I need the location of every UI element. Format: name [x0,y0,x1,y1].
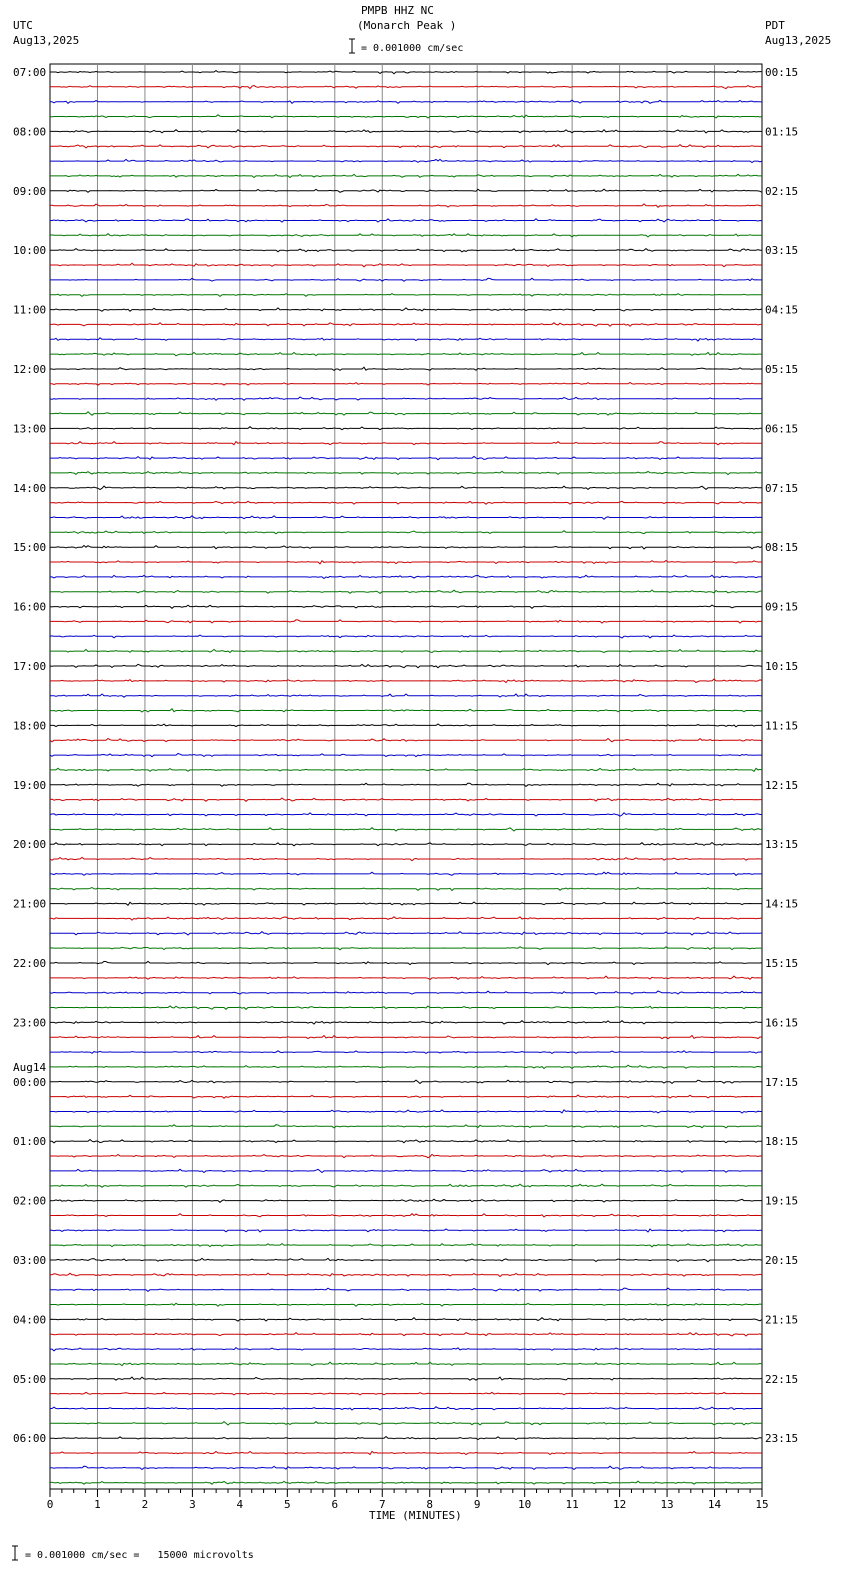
x-tick-label: 12 [612,1498,627,1511]
seismic-trace [50,754,762,757]
pdt-time-label: 18:15 [765,1135,799,1149]
pdt-time-label: 03:15 [765,244,799,258]
x-axis-title: TIME (MINUTES) [369,1509,462,1522]
seismic-trace [50,605,762,608]
x-tick-label: 2 [141,1498,149,1511]
utc-hour-label: 12:00 [13,363,47,376]
seismic-trace [50,798,762,801]
seismic-trace [50,1199,762,1202]
pdt-time-label: 21:15 [765,1313,799,1327]
x-tick-label: 8 [426,1498,434,1511]
utc-hour-label: 02:00 [13,1194,47,1208]
utc-hour-label: 04:00 [13,1313,47,1327]
seismic-trace [50,471,762,474]
utc-hour-label: 03:00 [13,1254,47,1267]
seismic-trace [50,902,762,905]
pdt-time-label: 11:15 [765,719,799,733]
pdt-time-label: 02:15 [765,184,799,198]
seismic-trace [50,1006,762,1009]
seismic-trace [50,813,762,816]
seismic-trace [50,456,762,459]
scale-label: = 0.001000 cm/sec [361,43,464,54]
pdt-time-label: 14:15 [765,897,799,911]
pdt-time-label: 05:15 [765,363,799,376]
utc-hour-label: 18:00 [13,719,47,733]
utc-hour-label: 20:00 [13,838,47,852]
utc-hour-label: 16:00 [13,600,47,614]
utc-hour-label: 11:00 [13,303,47,317]
pdt-time-label: 23:15 [765,1432,799,1446]
seismic-trace [50,130,762,133]
seismic-trace [50,976,762,979]
seismic-trace [50,367,762,370]
left-timezone: UTC [13,19,33,32]
seismic-trace [50,575,762,578]
x-tick-label: 3 [189,1498,196,1511]
seismic-trace [50,1377,762,1380]
seismic-trace [50,1229,762,1232]
seismic-trace [50,486,762,489]
seismic-trace [50,872,762,875]
pdt-time-label: 13:15 [765,838,799,852]
x-tick-label: 10 [518,1498,532,1511]
utc-hour-label: 23:00 [13,1016,47,1030]
pdt-time-label: 07:15 [765,481,799,495]
seismic-trace [50,1214,762,1217]
seismic-trace [50,947,762,950]
utc-hour-label: 22:00 [13,957,47,970]
seismic-trace [50,1318,762,1321]
seismic-trace [50,590,762,593]
x-tick-label: 14 [707,1498,722,1511]
seismic-trace [50,635,762,638]
seismic-trace [50,1244,762,1247]
seismic-trace [50,71,762,74]
pdt-time-label: 15:15 [765,957,799,970]
seismic-trace [50,115,762,118]
seismic-trace [50,145,762,148]
seismic-trace [50,338,762,341]
utc-hour-label: 08:00 [13,125,47,139]
utc-hour-label: 05:00 [13,1372,47,1386]
pdt-time-label: 08:15 [765,541,799,555]
utc-hour-label: 00:00 [13,1075,47,1089]
seismic-trace [50,516,762,519]
seismic-trace [50,724,762,727]
seismic-trace [50,189,762,192]
x-tick-label: 5 [284,1498,291,1511]
utc-hour-label: 13:00 [13,422,47,436]
seismic-trace [50,1258,762,1261]
seismic-trace [50,843,762,846]
seismic-trace [50,991,762,994]
pdt-time-label: 10:15 [765,660,799,673]
seismic-trace [50,86,762,89]
seismic-trace [50,1273,762,1277]
seismic-trace [50,1348,762,1351]
seismic-trace [50,219,762,222]
seismic-trace [50,1422,762,1425]
seismic-trace [50,352,762,355]
seismic-trace [50,1333,762,1336]
seismic-trace [50,1451,762,1454]
seismic-trace [50,664,762,667]
seismic-trace [50,1288,762,1291]
seismic-trace [50,234,762,237]
seismic-trace [50,1110,762,1113]
seismic-trace [50,1184,762,1187]
seismic-trace [50,768,762,771]
x-tick-label: 6 [331,1498,339,1511]
seismic-trace [50,1392,762,1395]
utc-hour-label: 10:00 [13,244,47,258]
pdt-time-label: 06:15 [765,422,799,436]
seismic-trace [50,501,762,504]
seismic-trace [50,1065,762,1068]
utc-hour-label: 15:00 [13,541,47,555]
seismic-trace [50,932,762,935]
seismic-trace [50,694,762,697]
seismic-trace [50,531,762,534]
seismic-trace [50,961,762,964]
station-title: PMPB HHZ NC [361,4,434,17]
seismic-trace [50,159,762,162]
seismic-trace [50,1303,762,1306]
utc-hour-label: 17:00 [13,660,47,673]
seismic-trace [50,739,762,742]
right-timezone: PDT [765,19,785,32]
seismic-trace [50,294,762,297]
seismic-trace [50,1407,762,1410]
pdt-time-label: 01:15 [765,125,799,139]
utc-hour-label: 21:00 [13,897,47,911]
seismic-trace [50,1051,762,1054]
x-tick-label: 13 [660,1498,674,1511]
seismic-trace [50,1481,762,1484]
seismic-trace [50,383,762,386]
pdt-time-label: 09:15 [765,600,799,614]
seismic-trace [50,1362,762,1366]
right-date: Aug13,2025 [765,34,832,47]
pdt-time-label: 12:15 [765,778,799,792]
seismic-trace [50,249,762,252]
seismic-trace [50,174,762,177]
footer-scale-note: = 0.001000 cm/sec = 15000 microvolts [25,1550,254,1561]
seismic-trace [50,709,762,712]
seismic-trace [50,278,762,281]
date-change-label: Aug14 [13,1060,47,1074]
utc-hour-label: 01:00 [13,1135,47,1149]
x-tick-label: 4 [236,1498,244,1511]
seismic-trace [50,323,762,326]
seismic-trace [50,1095,762,1098]
seismic-trace [50,828,762,831]
seismic-trace [50,917,762,920]
utc-hour-label: 19:00 [13,778,47,792]
seismic-trace [50,427,762,430]
seismic-trace [50,1154,762,1157]
seismic-trace [50,1140,762,1143]
seismic-trace [50,1125,762,1128]
seismic-trace [50,649,762,652]
seismic-trace [50,1080,762,1083]
seismic-trace [50,442,762,445]
x-tick-label: 11 [565,1498,579,1511]
seismic-trace [50,888,762,891]
left-date: Aug13,2025 [13,34,80,47]
seismic-trace [50,546,762,549]
x-tick-label: 1 [94,1498,101,1511]
utc-hour-label: 07:00 [13,66,47,79]
seismic-trace [50,204,762,207]
seismic-trace [50,620,762,623]
station-location: (Monarch Peak ) [357,19,457,32]
utc-hour-label: 14:00 [13,481,47,495]
seismic-trace [50,679,762,683]
x-tick-label: 9 [473,1498,481,1511]
seismic-trace [50,100,762,103]
pdt-time-label: 22:15 [765,1372,799,1386]
x-tick-label: 0 [46,1498,54,1511]
seismic-trace [50,412,762,415]
seismic-trace [50,308,762,311]
seismic-trace [50,783,762,786]
seismic-trace [50,561,762,564]
seismic-trace [50,857,762,860]
seismic-trace [50,1021,762,1024]
seismic-trace [50,1036,762,1039]
pdt-time-label: 17:15 [765,1075,799,1089]
seismic-trace [50,1437,762,1440]
pdt-time-label: 00:15 [765,66,799,79]
seismic-trace [50,1169,762,1172]
seismic-trace [50,1466,762,1469]
seismic-trace [50,397,762,400]
utc-hour-label: 09:00 [13,184,47,198]
pdt-time-label: 04:15 [765,303,799,317]
x-tick-label: 15 [755,1498,769,1511]
pdt-time-label: 20:15 [765,1254,799,1267]
pdt-time-label: 16:15 [765,1016,799,1030]
utc-hour-label: 06:00 [13,1432,47,1446]
pdt-time-label: 19:15 [765,1194,799,1208]
seismic-trace [50,263,762,267]
x-tick-label: 7 [378,1498,386,1511]
